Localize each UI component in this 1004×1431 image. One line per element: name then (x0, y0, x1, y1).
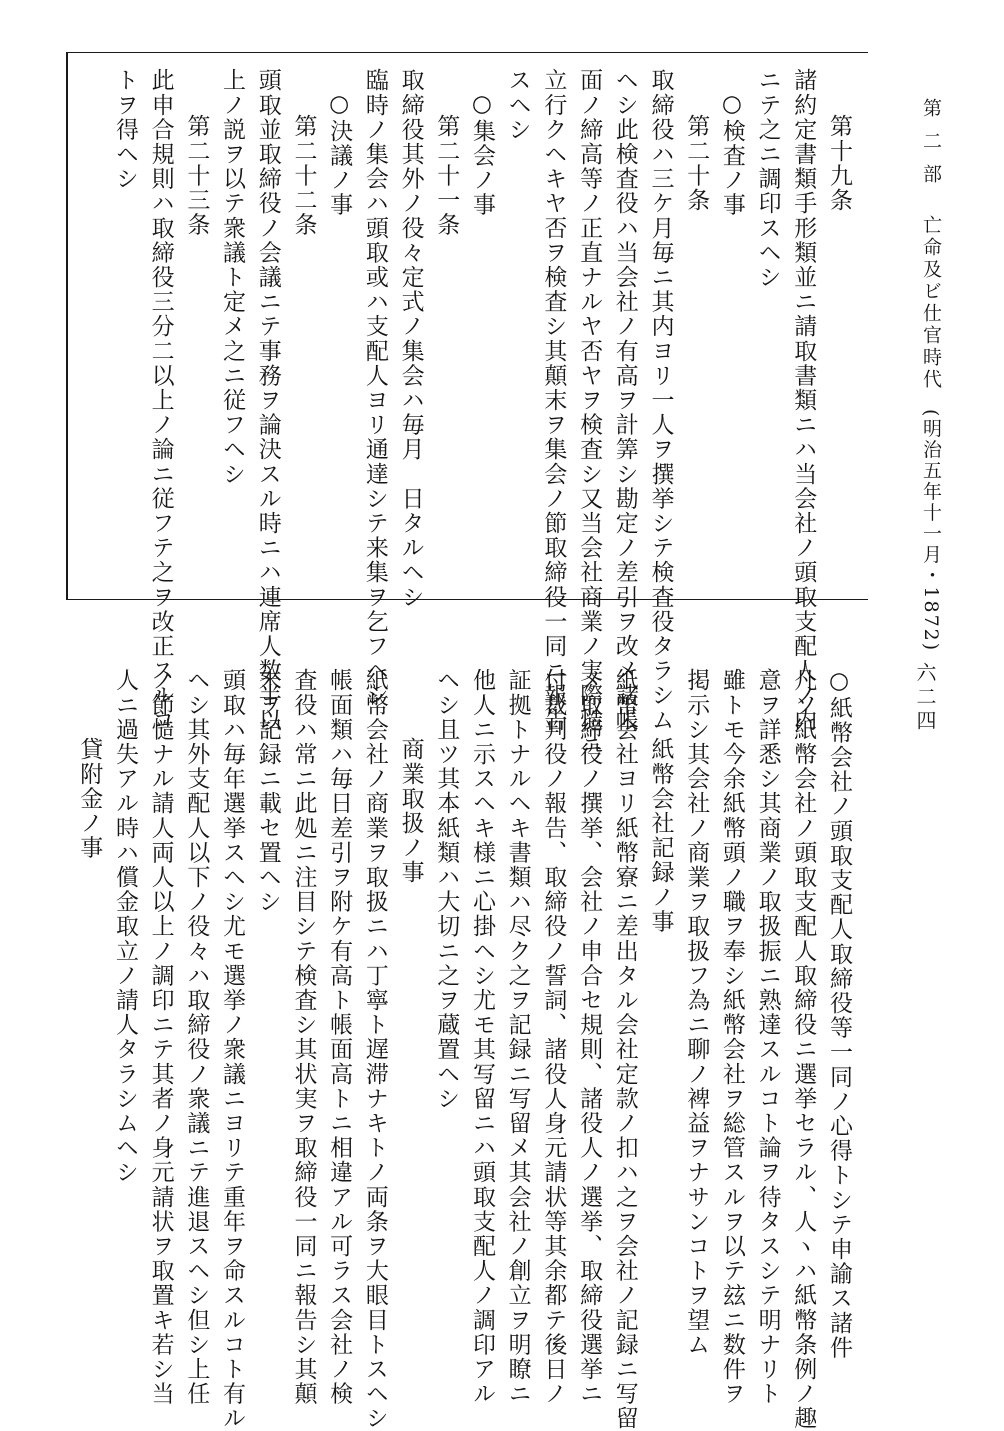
text-line: 掲示シ其会社ノ商業ヲ取扱フ為ニ聊ノ裨益ヲナサンコトヲ望ム (683, 668, 710, 1357)
text-line: ニテ之ニ調印スヘシ (754, 68, 781, 290)
notice-title: ○紙幣会社ノ頭取支配人取締役等一同ノ心得トシテ申諭ス諸件 (826, 668, 852, 1360)
text-line: スヘシ (504, 68, 531, 142)
text-line: 意ヲ詳悉シ其商業ノ取扱振ニ熟達スルコト論ヲ待タスシテ明ナリト (754, 668, 781, 1406)
article-heading: 第二十条 (683, 114, 710, 213)
text-line: 取締役其外ノ役々定式ノ集会ハ毎月 日タルヘシ (397, 68, 424, 610)
text-line: 立行クヘキヤ否ヲ検査シ其顛末ヲ集会ノ節取締役一同ニ報告 (540, 68, 567, 733)
text-line: 頭取ハ毎年選挙スヘシ尤モ選挙ノ衆議ニヨリテ重年ヲ命スルコト有ル (219, 668, 246, 1431)
text-line: ノ節慥ナル請人両人以上ノ調印ニテ其者ノ身元請状ヲ取置キ若シ当 (147, 668, 174, 1406)
text-line: 取締役ハ三ケ月毎ニ其内ヨリ一人ヲ撰挙シテ検査役タラシム (647, 68, 674, 733)
text-line: 他人ニ示スヘキ様ニ心掛ヘシ尤モ其写留ニハ頭取支配人ノ調印アル (468, 668, 495, 1406)
section-heading: 紙幣会社記録ノ事 (647, 737, 674, 934)
text-line: ヘシ其外支配人以下ノ役々ハ取締役ノ衆議ニテ進退スヘシ但シ上任 (183, 668, 210, 1406)
text-line: トヲ得ヘシ (111, 68, 138, 191)
section-heading: ○決議ノ事 (326, 91, 353, 217)
section-heading: 貸附金ノ事 (76, 737, 103, 860)
article-heading: 第二十一条 (433, 114, 460, 237)
text-line: 凡ソ紙幣会社ノ頭取支配人取締役ニ選挙セラル、人ヽハ紙幣条例ノ趣 (790, 668, 817, 1431)
text-line: 付裁判役ノ報告、取締役ノ誓詞、諸役人身元請状等其余都テ後日ノ (540, 668, 567, 1406)
article-heading: 第二十二条 (290, 114, 317, 237)
lower-text-block (71, 668, 856, 1431)
section-heading: 商業取扱ノ事 (397, 737, 424, 885)
text-line: 末ヲ記録ニ載セ置ヘシ (254, 668, 281, 914)
text-line: 臨時ノ集会ハ頭取或ハ支配人ヨリ通達シテ来集ヲ乞フヘシ (361, 68, 388, 708)
text-line: 頭取並取締役ノ会議ニテ事務ヲ論決スル時ニハ連席人数半以 (254, 68, 281, 733)
text-line: 雖トモ今余紙幣頭ノ職ヲ奉シ紙幣会社ヲ総管スルヲ以テ玆ニ数件ヲ (718, 668, 745, 1406)
text-line: 帳面類ハ毎日差引ヲ附ケ有高ト帳面高トニ相違アル可ラス会社ノ検 (326, 668, 353, 1406)
header-date: (明治五年十一月・1872) (920, 409, 942, 653)
text-line: メ取締役ノ撰挙、会社ノ申合セ規則、諸役人ノ選挙、取締役選挙ニ (576, 668, 603, 1406)
text-line: 紙幣会社ノ商業ヲ取扱ニハ丁寧ト遅滞ナキトノ両条ヲ大眼目トスヘシ (361, 668, 388, 1431)
text-line: ヘシ此検査役ハ当会社ノ有高ヲ計筭シ勘定ノ差引ヲ改メ諸帳 (611, 68, 638, 733)
article-heading: 第十九条 (826, 114, 852, 213)
chapter-title: 亡命及ビ仕官時代 (920, 215, 942, 391)
text-line: 査役ハ常ニ此処ニ注目シテ検査シ其状実ヲ取締役一同ニ報告シ其顛 (290, 668, 317, 1406)
text-line: 上ノ説ヲ以テ衆議ト定メ之ニ従フヘシ (219, 68, 246, 487)
section-heading: ○集会ノ事 (468, 91, 495, 217)
text-line: 紙幣会社ヨリ紙幣寮ニ差出タル会社定款ノ扣ハ之ヲ会社ノ記録ニ写留 (611, 668, 638, 1431)
text-line: 此申合規則ハ取締役三分二以上ノ論ニ従フテ之ヲ改正スルコ (147, 68, 174, 733)
article-heading: 第二十三条 (183, 114, 210, 237)
upper-text-block (106, 68, 856, 757)
text-line: ヘシ且ツ其本紙類ハ大切ニ之ヲ蔵置ヘシ (433, 668, 460, 1111)
text-line: 諸約定書類手形類並ニ請取書類ニハ当会社ノ頭取支配人ノ内 (790, 68, 817, 733)
section-heading: ○検査ノ事 (718, 91, 745, 217)
part-label: 第二部 (920, 98, 942, 197)
text-line: 人ニ過失アル時ハ償金取立ノ請人タラシムヘシ (111, 668, 138, 1185)
page-number: 六二四 (913, 662, 937, 734)
text-line: 面ノ締高等ノ正直ナルヤ否ヤヲ検査シ又当会社商業ノ実際慥ニ (576, 68, 603, 757)
text-line: 証拠トナルヘキ書類ハ尽ク之ヲ記録ニ写留メ其会社ノ創立ヲ明瞭ニ (504, 668, 531, 1406)
running-header (921, 98, 940, 652)
